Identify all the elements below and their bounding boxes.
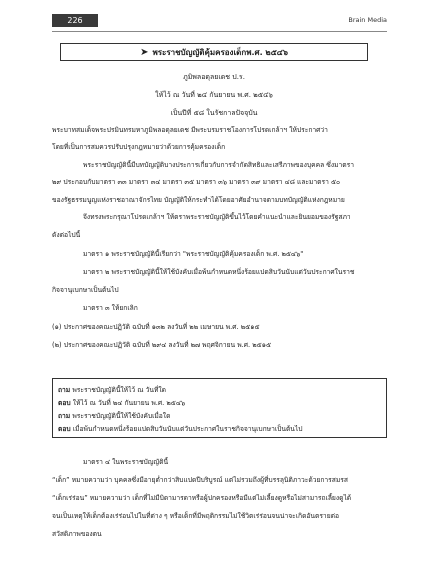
reign-year: เป็นปีที่ ๕๘ ในรัชกาลปัจจุบัน	[170, 109, 258, 117]
definition-line: “เด็ก” หมายความว่า บุคคลซึ่งมีอายุต่ำกว่าสิบแปดปีบริบูรณ์ แต่ไม่รวมถึงผู้ที่บรรลุนิติภาวะด้วยการสมรส	[52, 476, 348, 484]
paragraph-line: พระราชบัญญัตินี้มีบทบัญญัติบางประการเกี่ยวกับการจำกัดสิทธิและเสรีภาพของบุคคล ซึ่งมาตรา	[83, 161, 354, 169]
question-text: พระราชบัญญัตินี้ให้ไว้ ณ วันที่ใด	[72, 386, 166, 394]
definition-line: “เด็กเร่ร่อน” หมายความว่า เด็กที่ไม่มีบิดามารดาหรือผู้ปกครองหรือมีแต่ไม่เลี้ยงดูหรือไม่สามารถเลี้ยงดูได้	[52, 494, 352, 502]
qa-answer-2	[58, 423, 302, 434]
qa-question-2	[58, 410, 170, 421]
title-box	[60, 43, 368, 61]
definition-line: สวัสดิภาพของตน	[52, 530, 102, 538]
answer-text: ให้ไว้ ณ วันที่ ๒๔ กันยายน พ.ศ. ๒๕๔๖	[72, 399, 186, 407]
question-text: พระราชบัญญัตินี้ให้ใช้บังคับเมื่อใด	[72, 412, 171, 420]
repeal-item-1: (๑) ประกาศของคณะปฏิวัติ ฉบับที่ ๑๓๒ ลงวันที่ ๒๒ เมษายน พ.ศ. ๒๕๑๕	[52, 323, 260, 331]
section-2: มาตรา ๒ พระราชบัญญัตินี้ให้ใช้บังคับเมื่อพ้นกำหนดหนึ่งร้อยแปดสิบวันนับแต่วันประกาศในราช	[83, 268, 355, 276]
answer-label: ตอบ	[58, 425, 71, 433]
answer-label: ตอบ	[58, 399, 71, 407]
paragraph-line: ๒๙ ประกอบกับมาตรา ๓๓ มาตรา ๓๔ มาตรา ๓๕ มาตรา ๓๖ มาตรา ๓๙ มาตรา ๔๘ และมาตรา ๕๐	[52, 178, 341, 186]
paragraph-line: ของรัฐธรรมนูญแห่งราชอาณาจักรไทย บัญญัติให้กระทำได้โดยอาศัยอำนาจตามบทบัญญัติแห่งกฎหมาย	[52, 196, 345, 204]
section-3: มาตรา ๓ ให้ยกเลิก	[83, 304, 138, 312]
repeal-item-2: (๒) ประกาศของคณะปฏิวัติ ฉบับที่ ๒๙๔ ลงวันที่ ๒๗ พฤศจิกายน พ.ศ. ๒๕๑๕	[52, 341, 272, 349]
definition-line: จนเป็นเหตุให้เด็กต้องเร่ร่อนไปในที่ต่าง ๆ หรือเด็กที่มีพฤติกรรมไม่ใช้วิตเร่ร่อนจนน่าจะเกิดอันตรายต่อ	[52, 512, 339, 520]
question-label: ถาม	[58, 412, 71, 420]
section-1: มาตรา ๑ พระราชบัญญัตินี้เรียกว่า "พระราชบัญญัติคุ้มครองเด็ก พ.ศ. ๒๕๔๖"	[83, 250, 304, 258]
paragraph-line: พระบาทสมเด็จพระปรมินทรมหาภูมิพลอดุลยเดช มีพระบรมราชโองการโปรดเกล้าฯ ให้ประกาศว่า	[52, 126, 328, 134]
paragraph-line: โดยที่เป็นการสมควรปรับปรุงกฎหมายว่าด้วยการคุ้มครองเด็ก	[52, 143, 226, 151]
section-4: มาตรา ๔ ในพระราชบัญญัตินี้	[83, 458, 169, 466]
qa-answer-1	[58, 397, 185, 408]
page-number: 226	[52, 14, 98, 27]
brand-name: Brain Media	[348, 16, 387, 24]
qa-question-1	[58, 384, 166, 395]
header-divider	[52, 31, 387, 32]
paragraph-line: ดังต่อไปนี้	[52, 231, 81, 239]
answer-text: เมื่อพ้นกำหนดหนึ่งร้อยแปดสิบวันนับแต่วันประกาศในราชกิจจานุเบกษาเป็นต้นไป	[72, 425, 303, 433]
king-name: ภูมิพลอดุลยเดช ป.ร.	[183, 73, 245, 81]
paragraph-line: จึงทรงพระกรุณาโปรดเกล้าฯ ให้ตราพระราชบัญญัติขึ้นไว้โดยคำแนะนำและยินยอมของรัฐสภา	[83, 213, 351, 221]
qa-box	[52, 378, 387, 438]
question-label: ถาม	[58, 386, 71, 394]
given-date: ให้ไว้ ณ วันที่ ๒๔ กันยายน พ.ศ. ๒๕๔๖	[155, 91, 273, 99]
document-title: พระราชบัญญัติคุ้มครองเด็กพ.ศ. ๒๕๔๖	[152, 47, 288, 57]
arrow-icon: ➤	[140, 46, 149, 58]
section-2-cont: กิจจานุเบกษาเป็นต้นไป	[52, 286, 119, 294]
